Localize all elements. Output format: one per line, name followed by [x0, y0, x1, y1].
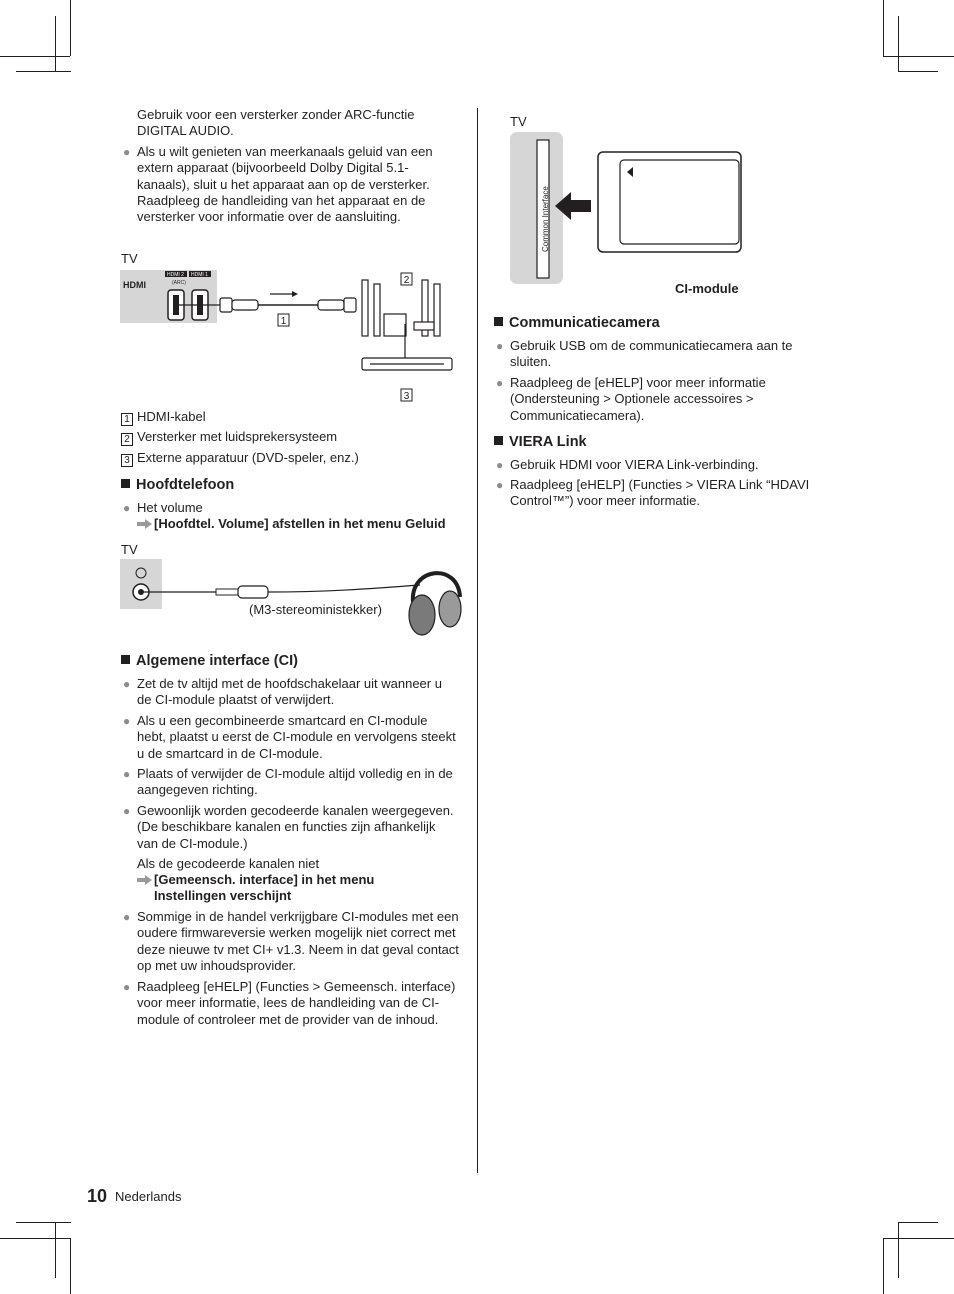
legend-item: 3 Externe apparatuur (DVD-speler, enz.)	[121, 450, 359, 467]
hdmi-plug-icon	[344, 298, 356, 312]
list-item: ● Zet de tv altijd met de hoofdschakelaar uit wanneer u de CI-module plaatst of verwijdert.	[123, 676, 442, 708]
plug-icon	[238, 586, 268, 598]
section-heading-hoofdtelefoon: Hoofdtelefoon	[121, 476, 234, 494]
tv-label: TV	[510, 114, 527, 129]
legend-item: 2 Versterker met luidsprekersysteem	[121, 429, 337, 446]
hdmi2-label: HDMI 2	[167, 272, 184, 278]
slot-label: Common Interface	[541, 186, 550, 252]
list-item: ● Gewoonlijk worden gecodeerde kanalen weergegeven. (De beschikbare kanalen en functies zijn afhankelijk van de CI-module.)	[123, 803, 454, 851]
list-item: ● Als u een gecombineerde smartcard en CI-module hebt, plaatst u eerst de CI-module en vervolgens steekt u de smartcard in de CI-module.	[123, 713, 456, 761]
hdmi-logo: HDMI	[123, 280, 146, 290]
hdmi-connection-diagram	[120, 268, 460, 408]
headphones-icon	[409, 573, 461, 635]
tv-label: TV	[121, 542, 138, 557]
page-number: 10	[87, 1186, 108, 1206]
list-item: ● Gebruik HDMI voor VIERA Link-verbinding.	[496, 457, 759, 472]
list-item: ● Raadpleeg [eHELP] (Functies > VIERA Link “HDAVI Control™”) voor meer informatie.	[496, 477, 810, 509]
hdmi1-label: HDMI 1	[191, 272, 208, 278]
hdmi-plug-icon	[220, 298, 232, 312]
ci-module-icon	[598, 152, 741, 252]
ci-module-label: CI-module	[675, 281, 739, 296]
condition-text: Als de gecodeerde kanalen niet	[137, 856, 320, 871]
speaker-system-icon	[362, 280, 440, 336]
arrow-right-icon	[137, 519, 152, 529]
list-item: ● Als u wilt genieten van meerkanaals geluid van een extern apparaat (bijvoorbeeld Dolby Digital 5.1-kanaals), sluit u het apparaat aan op de versterker. Raadpleeg de handleiding van het apparaat en de versterker voor informatie over de aansluiting.	[123, 144, 433, 225]
section-heading-camera: Communicatiecamera	[494, 314, 660, 332]
arc-label: (ARC)	[172, 280, 186, 286]
list-item: ● Het volume	[123, 500, 203, 515]
list-item: ● Raadpleeg [eHELP] (Functies > Gemeensch. interface) voor meer informatie, lees de handleiding van de CI-module of controleer met de provider van de inhoud.	[123, 979, 456, 1027]
svg-text:3: 3	[403, 391, 410, 402]
ci-module-diagram	[509, 130, 754, 290]
svg-text:1: 1	[280, 316, 287, 327]
list-item: ● Plaats of verwijder de CI-module altijd volledig en in de aangegeven richting.	[123, 766, 453, 798]
section-heading-ci: Algemene interface (CI)	[121, 652, 298, 670]
svg-text:2: 2	[403, 275, 410, 286]
plug-label: (M3-stereoministekker)	[249, 602, 382, 617]
menu-path: [Hoofdtel. Volume] afstellen in het menu Geluid	[154, 516, 464, 532]
list-item: ● Sommige in de handel verkrijgbare CI-modules met een oudere firmwareversie werken mogelijk niet correct met deze nieuwe tv met CI+ v1.3. Neem in dat geval contact op met uw inhoudsprovider.	[123, 909, 459, 973]
list-item: ● Raadpleeg de [eHELP] voor meer informatie (Ondersteuning > Optionele accessoires > Communicatiecamera).	[496, 375, 766, 423]
tv-label: TV	[121, 251, 138, 266]
arrow-right-icon	[137, 875, 152, 885]
menu-path: [Gemeensch. interface] in het menu Instellingen verschijnt	[154, 872, 454, 905]
headphone-connection-diagram	[120, 557, 465, 642]
list-item: ● Gebruik USB om de communicatiecamera aan te sluiten.	[496, 338, 793, 370]
language-label: Nederlands	[115, 1189, 182, 1204]
arrow-right-icon	[292, 291, 298, 297]
column-divider	[477, 108, 478, 1173]
intro-text: Gebruik voor een versterker zonder ARC-functie DIGITAL AUDIO.	[137, 107, 415, 139]
legend-item: 1 HDMI-kabel	[121, 409, 206, 426]
section-heading-viera: VIERA Link	[494, 433, 587, 451]
dvd-player-icon	[362, 358, 452, 370]
